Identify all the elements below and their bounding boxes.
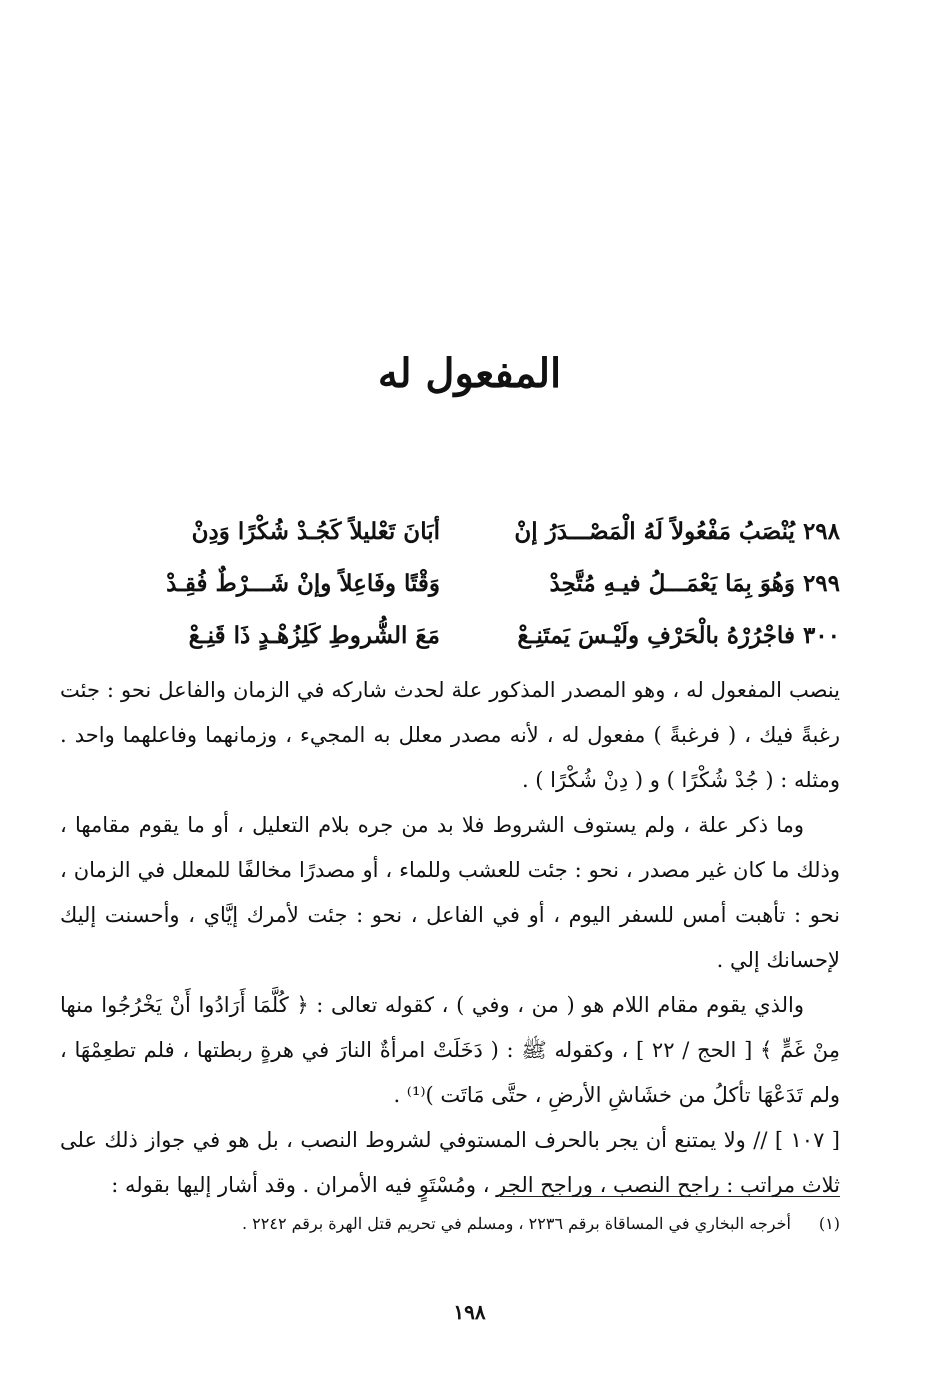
footnote-text: أخرجه البخاري في المساقاة برقم ٢٢٣٦ ، ومسلم في تحريم قتل الهرة برقم ٢٢٤٢ . [241,1214,791,1233]
commentary-body [60,668,840,1208]
verse-number: ٢٩٩ [802,569,840,597]
footnote-number: (١) [818,1214,840,1233]
verse-second-hemistich: أبَانَ تَعْليلاً كَجُـدْ شُكْرًا وَدِنْ [191,517,440,545]
verse-number: ٣٠٠ [802,621,840,649]
page-number: ١٩٨ [453,1300,486,1324]
verse-number: ٢٩٨ [802,517,840,545]
verse-298 [100,505,840,557]
verse-second-hemistich: وَقْتًا وفَاعِلاً وإنْ شَـــرْطٌ فُقِـدْ [166,569,440,597]
verse-299 [100,557,840,609]
paragraph: وما ذكر علة ، ولم يستوف الشروط فلا بد من جره بلام التعليل ، أو ما يقوم مقامها ، وذلك ما كان غير مصدر ، نحو : جئت للعشب وللماء ، أو مصدرًا مخالفًا للمعلل في الزمان ، نحو : تأهبت أمس للسفر اليوم ، أو في الفاعل ، نحو : جئت لأمرك إيَّاي ، وأحسنت إليك لإحسانك إلي . [60,813,840,972]
footnote [100,1214,840,1233]
paragraph: والذي يقوم مقام اللام هو ( من ، وفي ) ، كقوله تعالى : ﴿ كُلَّمَا أَرَادُوا أَنْ يَخْرُجُوا منها مِنْ غَمٍّ ﴾ [ الحج / ٢٢ ] ، وكقوله ﷺ : ( دَخَلَتْ امرأةٌ النارَ في هرةٍ ربطتها ، فلم تطعِمْهَا ، ولم تَدَعْهَا تأكلُ من خشَاشِ الأرضِ ، حتَّى مَاتَت )⁽¹⁾ . [60,993,840,1107]
verses [100,505,840,661]
footnote-divider [500,1196,840,1197]
chapter-title: المفعول له [377,350,562,397]
verse-first-hemistich: ٢٩٨يُنْصَبُ مَفْعُولاً لَهُ الْمَصْـــدَرُ إنْ [514,517,840,545]
paragraph: [ ١٠٧ ] // ولا يمتنع أن يجر بالحرف المستوفي لشروط النصب ، بل هو في جواز ذلك على ثلاث مراتب : راجح النصب ، وراجح الجر ، ومُسْتَوٍ فيه الأمران . وقد أشار إليها بقوله : [60,1128,841,1197]
verse-first-hemistich: ٢٩٩وَهُوَ بِمَا يَعْمَـــلُ فيـهِ مُتَّحِدْ [549,569,840,597]
verse-300 [100,609,840,661]
paragraph: ينصب المفعول له ، وهو المصدر المذكور علة لحدث شاركه في الزمان والفاعل نحو : جئت رغبةً فيك ، ( فرغبةً ) مفعول له ، لأنه مصدر معلل به المجيء ، وزمانهما وفاعلهما واحد . ومثله : ( جُدْ شُكْرًا ) و ( دِنْ شُكْرًا ) . [60,678,840,792]
verse-second-hemistich: مَعَ الشُّروطِ كَلِزُهْـدٍ ذَا قَنِـعْ [188,621,440,649]
verse-first-hemistich: ٣٠٠فاجْرُرْهُ بالْحَرْفِ ولَيْـسَ يَمتَنِـعْ [517,621,840,649]
